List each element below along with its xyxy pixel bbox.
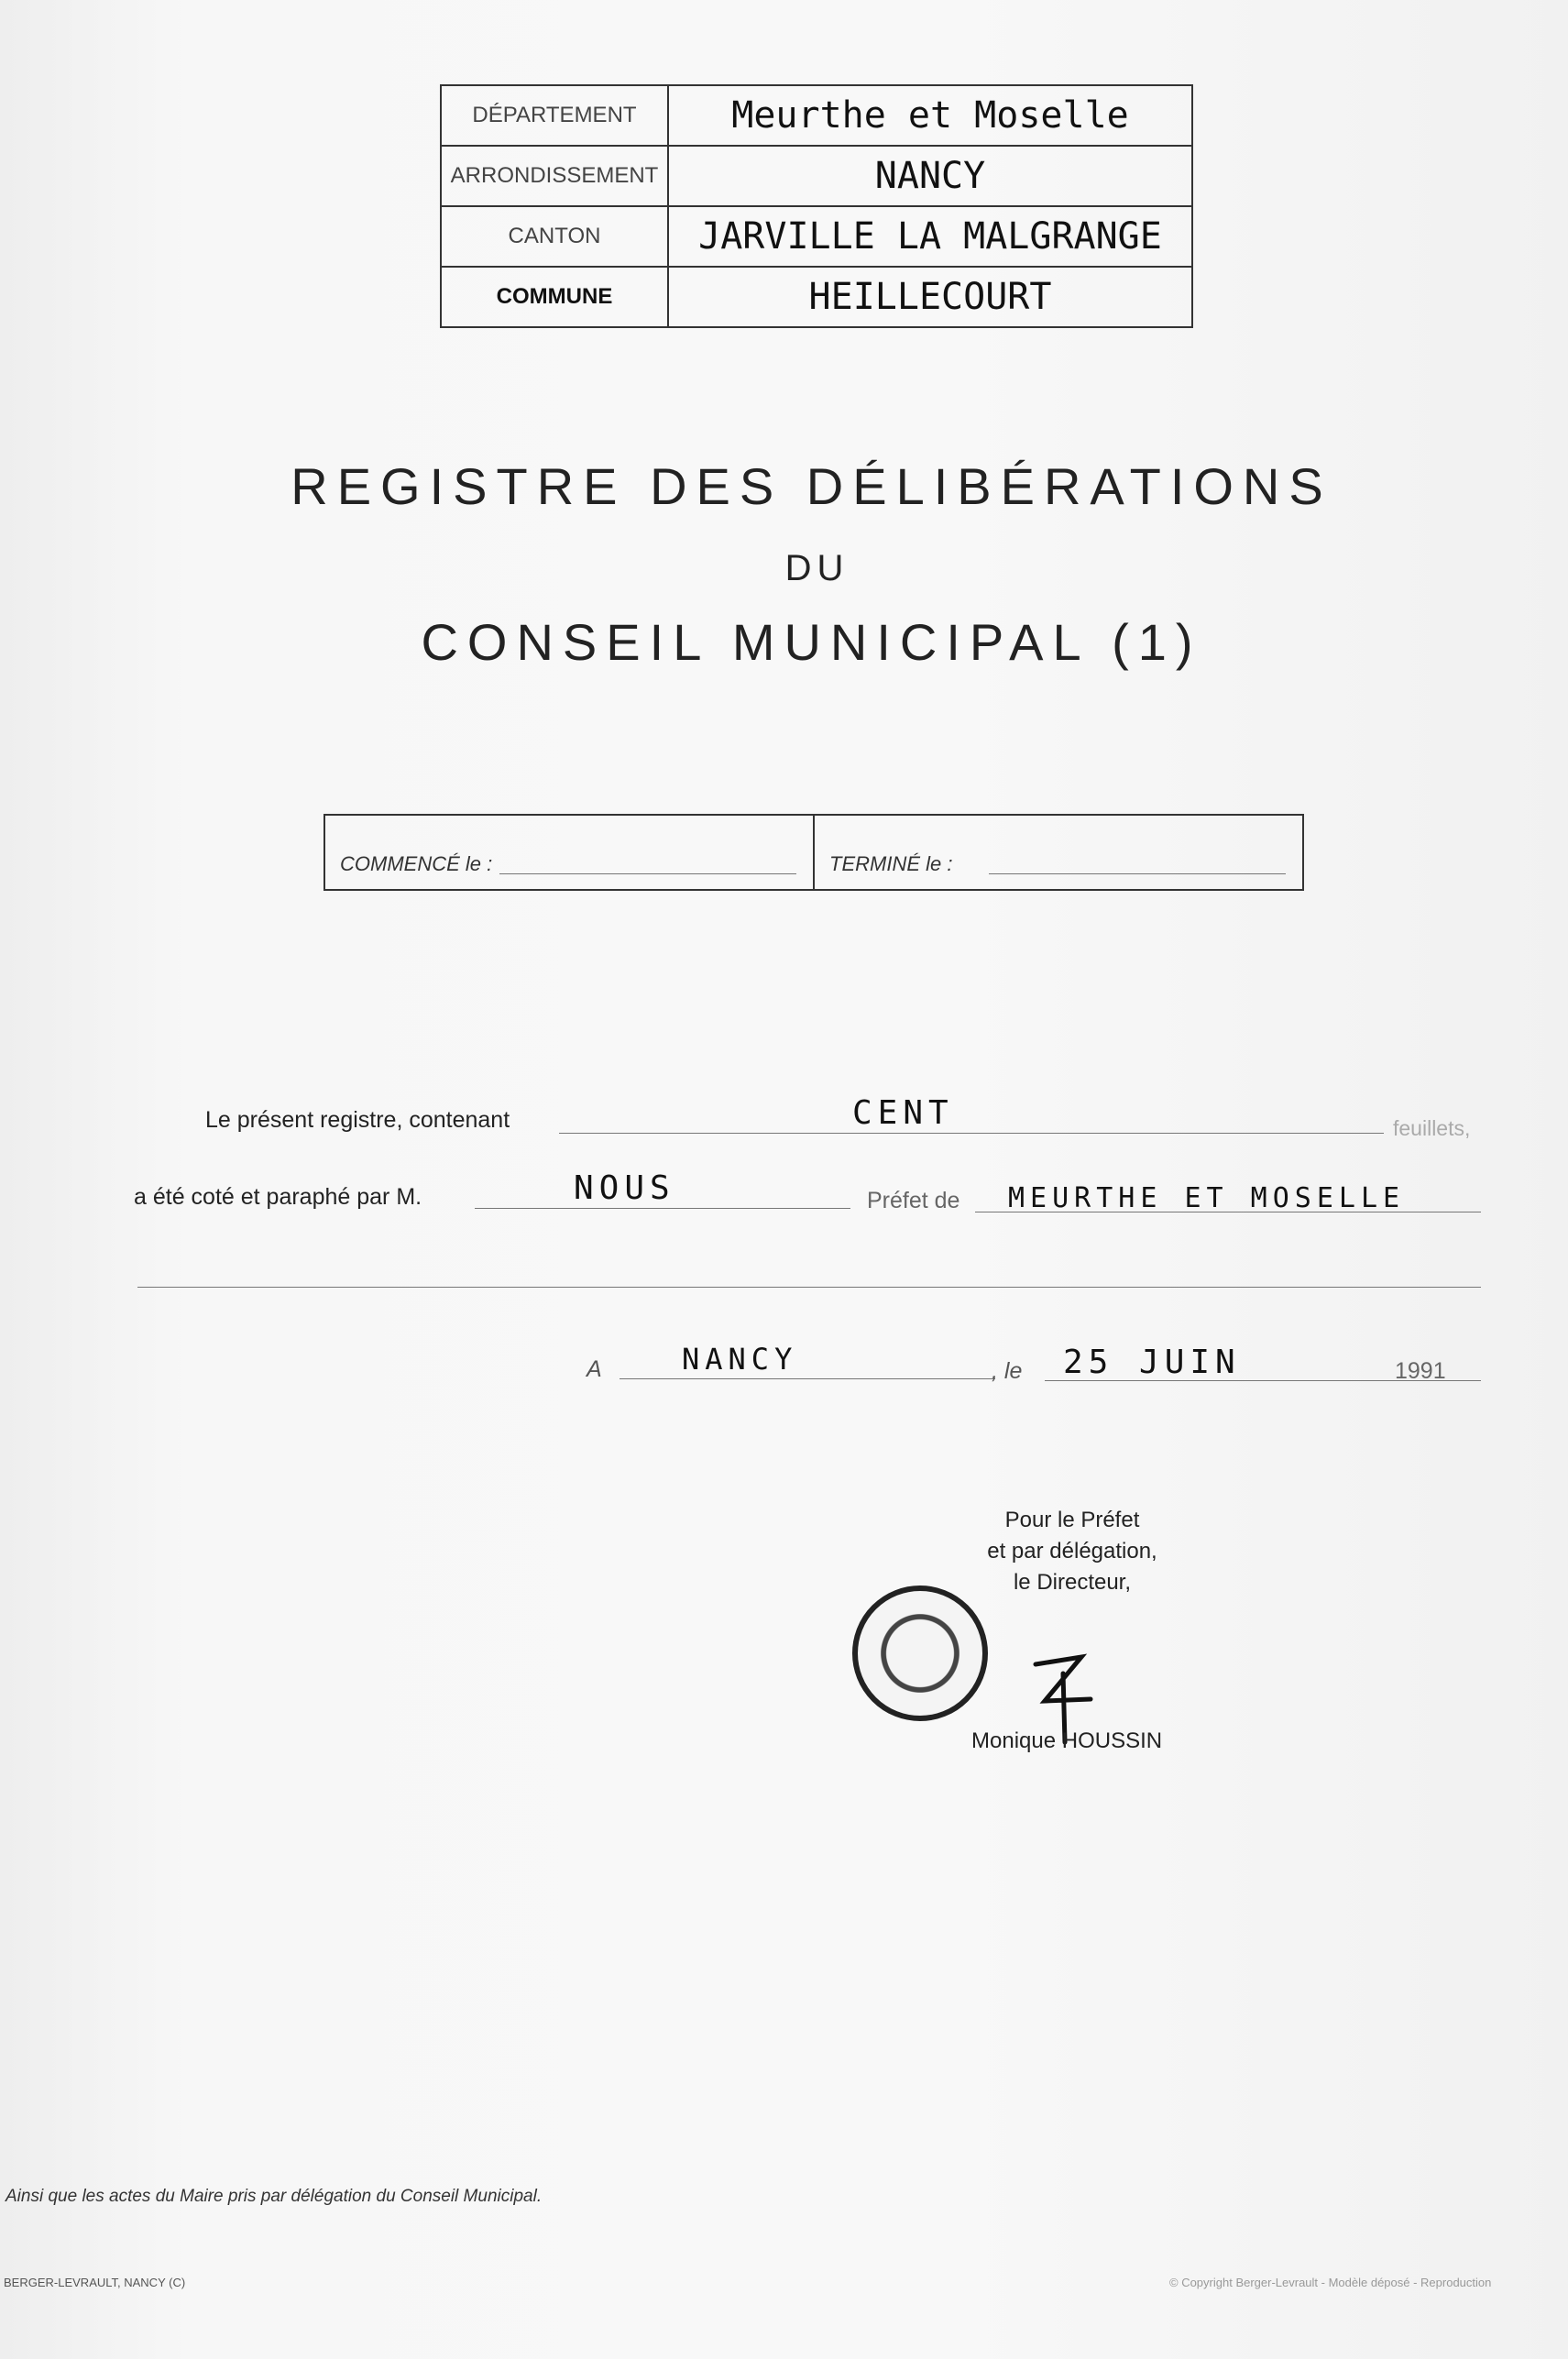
le-label: , le <box>992 1358 1023 1384</box>
termine-field <box>813 816 1302 889</box>
arrondissement-label: ARRONDISSEMENT <box>441 146 668 206</box>
arrondissement-value: NANCY <box>668 146 1192 206</box>
prefet-label: Préfet de <box>867 1188 960 1213</box>
cote-value: NOUS <box>574 1169 675 1207</box>
admin-info-table <box>440 84 1193 328</box>
dates-box <box>323 814 1304 891</box>
commence-field <box>325 816 813 889</box>
commune-label: COMMUNE <box>441 267 668 327</box>
signature-line-3: le Directeur, <box>1013 1570 1132 1595</box>
table-row <box>441 85 1192 146</box>
signature-line-2: et par délégation, <box>987 1539 1157 1564</box>
cote-label: a été coté et paraphé par M. <box>134 1184 422 1210</box>
departement-value: Meurthe et Moselle <box>668 85 1192 146</box>
a-rule <box>620 1378 995 1379</box>
termine-label: TERMINÉ le : <box>829 852 953 875</box>
year-value: 1991 <box>1395 1358 1446 1384</box>
commune-value: HEILLECOURT <box>668 267 1192 327</box>
footnote: Ainsi que les actes du Maire pris par délégation du Conseil Municipal. <box>5 2187 543 2206</box>
a-value: NANCY <box>682 1342 798 1377</box>
a-label: A <box>587 1356 602 1382</box>
prefet-value: MEURTHE ET MOSELLE <box>1008 1182 1406 1214</box>
contenant-label: Le présent registre, contenant <box>205 1107 510 1133</box>
canton-value: JARVILLE LA MALGRANGE <box>668 206 1192 267</box>
cote-rule <box>475 1208 850 1209</box>
publisher-footer: BERGER-LEVRAULT, NANCY (C) <box>4 2276 186 2289</box>
signature-block <box>935 1505 1210 1598</box>
prefecture-seal <box>852 1585 988 1721</box>
title-line-2: DU <box>784 548 850 588</box>
signatory-name: Monique HOUSSIN <box>971 1728 1163 1753</box>
title-line-3: CONSEIL MUNICIPAL (1) <box>421 613 1202 671</box>
copyright-footer: © Copyright Berger-Levrault - Modèle déposé - Reproduction <box>1169 2276 1492 2289</box>
blank-rule <box>137 1287 1481 1288</box>
contenant-value: CENT <box>852 1094 954 1132</box>
table-row <box>441 146 1192 206</box>
canton-label: CANTON <box>441 206 668 267</box>
contenant-rule <box>559 1133 1384 1134</box>
table-row <box>441 206 1192 267</box>
table-row <box>441 267 1192 327</box>
commence-label: COMMENCÉ le : <box>340 852 493 875</box>
departement-label: DÉPARTEMENT <box>441 85 668 146</box>
title-line-1: REGISTRE DES DÉLIBÉRATIONS <box>291 457 1332 515</box>
feuillets-label: feuillets, <box>1393 1116 1471 1140</box>
signature-line-1: Pour le Préfet <box>1004 1508 1140 1532</box>
le-value: 25 JUIN <box>1063 1344 1241 1381</box>
